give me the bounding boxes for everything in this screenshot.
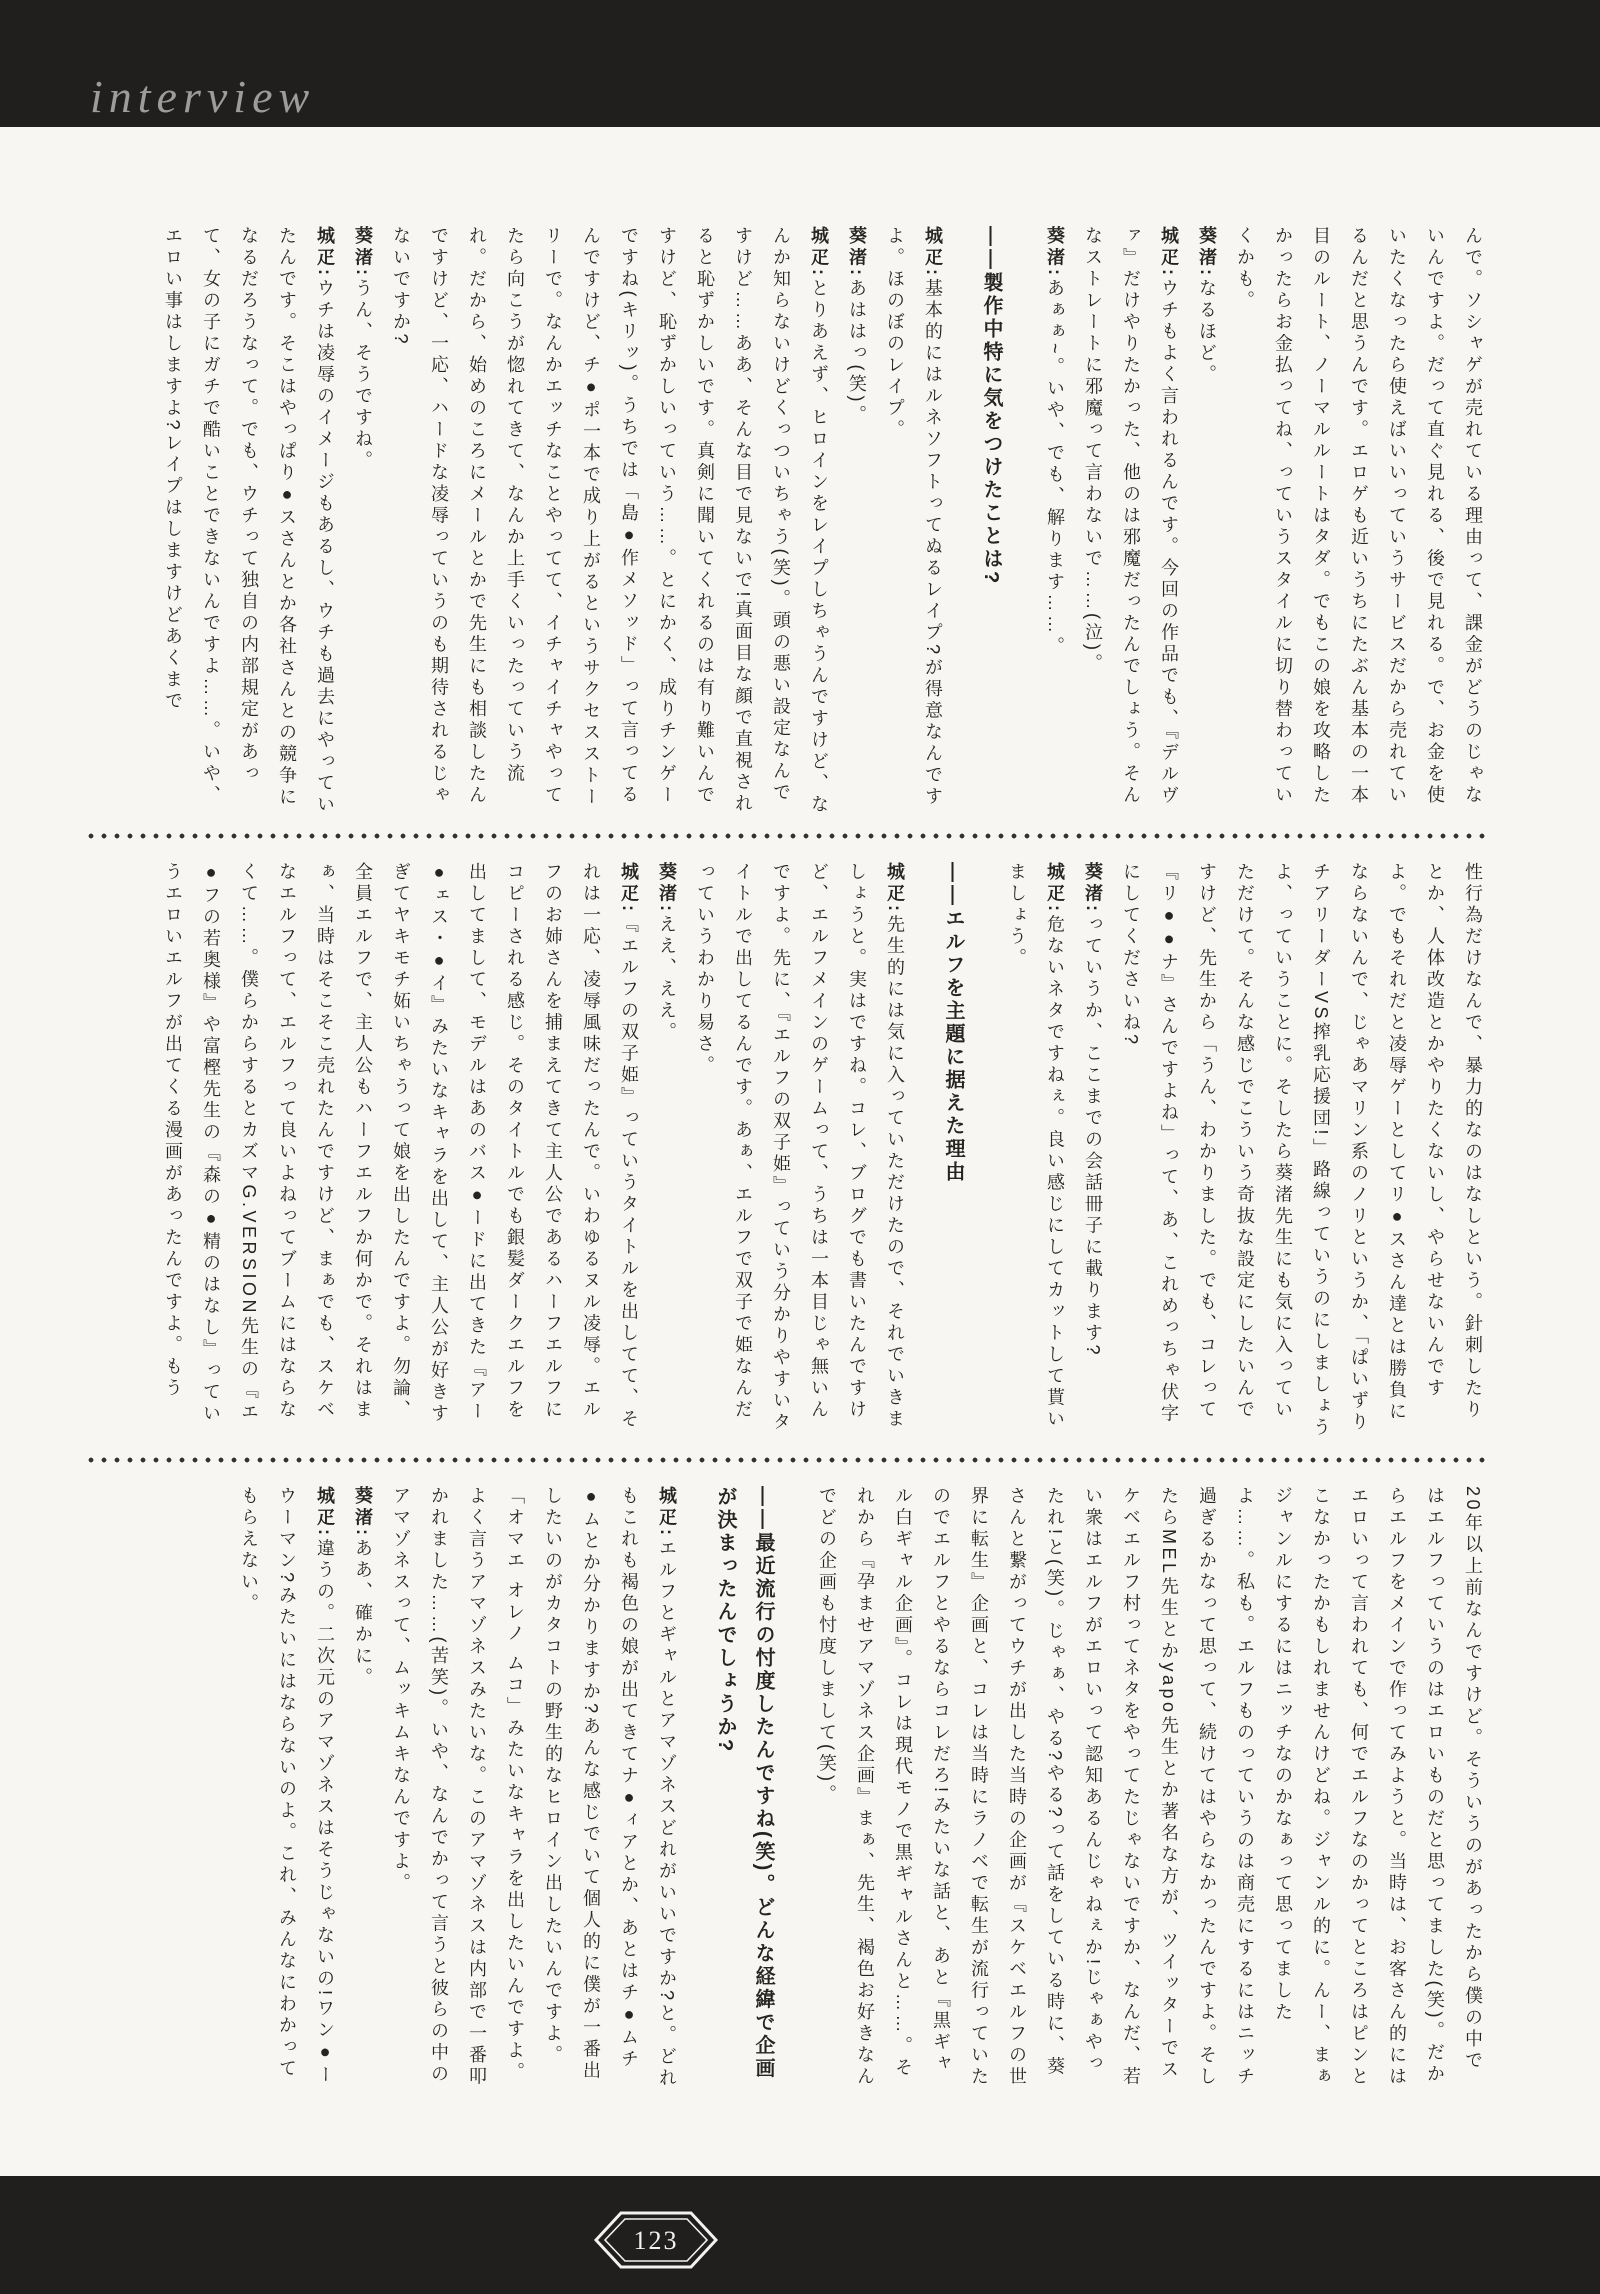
dialogue-paragraph: 城疋:危ないネタですねぇ。良い感じにしてカットして貰いましょう。 xyxy=(1007,862,1065,1431)
text-block-1 xyxy=(88,226,1492,818)
interview-logo: interview xyxy=(90,71,316,122)
speaker-name: 葵渚: xyxy=(1083,862,1103,915)
dotted-divider-1 xyxy=(88,833,1492,839)
speaker-name: 葵渚: xyxy=(353,1486,373,1539)
speaker-name: 城疋: xyxy=(1159,226,1179,279)
speaker-name: 城疋: xyxy=(1045,862,1065,915)
dialogue-paragraph: 葵渚:あははっ(笑)。 xyxy=(847,226,867,427)
dialogue-paragraph: 城疋:基本的にはルネソフトってぬるレイプ?が得意なんですよ。ほのぼのレイプ。 xyxy=(885,226,943,809)
dialogue-paragraph: 葵渚:あぁぁ~。いや、でも、解ります……。 xyxy=(1045,226,1065,659)
dialogue-paragraph: 葵渚:なるほど。 xyxy=(1197,226,1217,386)
dialogue-paragraph: 葵渚:ああ、確かに。 xyxy=(353,1486,373,1689)
speaker-name: 城疋: xyxy=(809,226,829,279)
dialogue-paragraph: 城疋:エルフとギャルとアマゾネスどれがいいですか?と。どれもこれも褐色の娘が出てきてナ●ィアとか、あとはチ●ムチ●ムとか分かりますか?あんな感じでいて個人的に僕が一番出したいのがカタコトの野生的なヒロイン出したいんですよ。「オマエ オレノ ムコ」みたいなキャラを出したいんですよ。よく言うアマゾネスみたいな。このアマゾネスは内部で一番叩かれました……(苦笑)。いや、なんでかって言うと彼らの中のアマゾネスって、ムッキムキなんですよ。 xyxy=(391,1486,677,2090)
section-heading: ——製作中特に気をつけたことは? xyxy=(980,226,1002,587)
speaker-name: 葵渚: xyxy=(1197,226,1217,279)
speaker-name: 城疋: xyxy=(657,1486,677,1539)
dialogue-paragraph: 城疋:先生的には気に入っていただけたので、それでいきましょうと。実はですね。コレ、ブログでも書いたんですけど、エルフメインのゲームって、うちは一本目じゃ無いんですよ。先に、『エルフの双子姫』っていう分かりやすいタイトルで出してるんです。あぁ、エルフで双子で姫なんだっていうわかり易さ。 xyxy=(695,862,905,1434)
text-block-3 xyxy=(88,1486,1492,2090)
page-number: 123 xyxy=(633,2226,679,2255)
speaker-name: 城疋: xyxy=(923,226,943,279)
speaker-name: 城疋: xyxy=(619,862,639,915)
speaker-name: 葵渚: xyxy=(657,862,677,915)
body-paragraph: 20年以上前なんですけど。そういうのがあったから僕の中ではエルフっていうのはエロいものだと思ってました(笑)。だからエルフをメインで作ってみようと。当時は、お客さん的にはエロいって言われても、何でエルフなのかってところはピンとこなかったかもしれませんけどね。ジャンル的に。んー、まぁジャンルにするにはニッチなのかなぁって思ってましたよ……。私も。エルフものっていうのは商売にするにはニッチ過ぎるかなって思って、続けてはやらなかったんですよ。そしたらMEL先生とかyapo先生とか著名な方が、ツイッターでスケベエルフ村ってネタをやってたじゃないですか、なんだ、若い衆はエルフがエロいって認知あるんじゃねぇか!じゃぁやったれ!と(笑)。じゃぁ、やる?やる?って話をしている時に、葵さんと繋がってウチが出した当時の企画が『スケベエルフの世界に転生』企画と、コレは当時にラノベで転生が流行っていたのでエルフとやるならコレだろ!みたいな話と、あと『黒ギャル白ギャル企画』。コレは現代モノで黒ギャルさんと……。それから『孕ませアマゾネス企画』まぁ、先生、褐色お好きなんでどの企画も忖度しまして(笑)。 xyxy=(817,1486,1483,2088)
section-heading: ——最近流行の忖度したんですね(笑)。どんな経緯で企画が決まったんでしょうか? xyxy=(714,1486,774,2081)
dialogue-paragraph: 城疋:ウチは凌辱のイメージもあるし、ウチも過去にやっていたんです。そこはやっぱり●スさんとか各社さんとの競争になるだろうなって。でも、ウチって独自の内部規定があって、女の子にガチで酷いことできないんですよ……。いや、エロい事はしますよ?レイプはしますけどあくまで xyxy=(163,226,335,816)
dialogue-paragraph: 葵渚:うん、そうですね。 xyxy=(353,226,373,472)
speaker-name: 葵渚: xyxy=(847,226,867,279)
speaker-name: 葵渚: xyxy=(1045,226,1065,279)
speaker-name: 城疋: xyxy=(315,1486,335,1539)
body-paragraph: 性行為だけなんで、暴力的なのはなしという。針刺したりとか、人体改造とかやりたくないし、やらせないんですよ。でもそれだと凌辱ゲーとしてリ●スさん達とは勝負にならないんで、じゃあマリン系のノリというか、「ぱいずりチアリーダーVS搾乳応援団!」路線っていうのにしましょうよ、っていうことに。そしたら葵渚先生にも気に入っていただけて。そんな感じでこういう奇抜な設定にしたいんですけど、先生から「うん、わかりました。でも、コレって『リ●●ナ』さんですよね」って、あ、これめっちゃ伏字にしてくださいね? xyxy=(1121,862,1483,1440)
dialogue-paragraph: 城疋:とりあえず、ヒロインをレイプしちゃうんですけど、なんか知らないけどくっついちゃう(笑)。頭の悪い設定なんですけど……ああ、そんな目で見ないで!真面目な顔で直視されると恥ずかしいです。真剣に聞いてくれるのは有り難いんですけど、恥ずかしいっていう……。とにかく、成りチンゲーですね(キリッ)。うちでは「島●作メソッド」って言ってるんですけど、チ●ポ一本で成り上がるというサクセスストーリーで。なんかエッチなことやってて、イチャイチャやってたら向こうが惚れてきて、なんか上手くいったっていう流れ。だから、始めのころにメールとかで先生にも相談したんですけど、一応、ハードな凌辱っていうのも期待されるじゃないですか? xyxy=(391,226,829,816)
dotted-divider-2 xyxy=(88,1457,1492,1463)
speaker-name: 城疋: xyxy=(315,226,335,279)
footer-band xyxy=(0,2176,1600,2294)
body-paragraph: んで。ソシャゲが売れている理由って、課金がどうのじゃないんですよ。だって直ぐ見れる、後で見れる。で、お金を使いたくなったら使えばいいっていうサービスだから売れているんだと思うんです。エロゲも近いうちにたぶん基本の一本目のルート、ノーマルルートはタダ。でもこの娘を攻略したかったらお金払ってね、っていうスタイルに切り替わっていくかも。 xyxy=(1235,226,1483,807)
section-heading: ——エルフを主題に据えた理由 xyxy=(942,862,964,1184)
dialogue-paragraph: 葵渚:ええ、ええ。 xyxy=(657,862,677,1044)
text-block-2 xyxy=(88,862,1492,1440)
speaker-name: 葵渚: xyxy=(353,226,373,279)
page-number-badge xyxy=(592,2209,720,2271)
masthead-band xyxy=(0,0,1600,127)
dialogue-paragraph: 城疋:『エルフの双子姫』っていうタイトルを出してて、それは一応、凌辱風味だったんで。いわゆるヌル凌辱。エルフのお姉さんを捕まえてきて主人公であるハーフエルフにコピーされる感じ。そのタイトルでも銀髪ダークエルフを出してまして、モデルはあのバス●ードに出てきた『アー●ェス・●イ』みたいなキャラを出して、主人公が好きすぎてヤキモチ妬いちゃうって娘を出したんですよ。勿論、全員エルフで、主人公もハーフエルフか何かで。それはまぁ、当時はそこそこ売れたんですけど、まぁでも、スケベなエルフって、エルフって良いよねってブームにはならなくて……。僕らからするとカズマG.VERSION先生の『エ●フの若奥様』や富樫先生の『森の●精のはなし』っていうエロいエルフが出てくる漫画があったんですよ。もう xyxy=(163,862,639,1431)
dialogue-paragraph: 城疋:ウチもよく言われるんです。今回の作品でも、『デルヴァ』だけやりたかった、他のは邪魔だったんでしょう。そんなストレートに邪魔って言わないで……(泣)。 xyxy=(1083,226,1179,807)
dialogue-paragraph: 城疋:違うの。二次元のアマゾネスはそうじゃないの!ワン●ーウーマン?みたいにはならないのよ。これ、みんなにわかってもらえない。 xyxy=(239,1486,335,2087)
dialogue-paragraph: 葵渚:っていうか、ここまでの会話冊子に載ります? xyxy=(1083,862,1103,1359)
speaker-name: 城疋: xyxy=(885,862,905,915)
